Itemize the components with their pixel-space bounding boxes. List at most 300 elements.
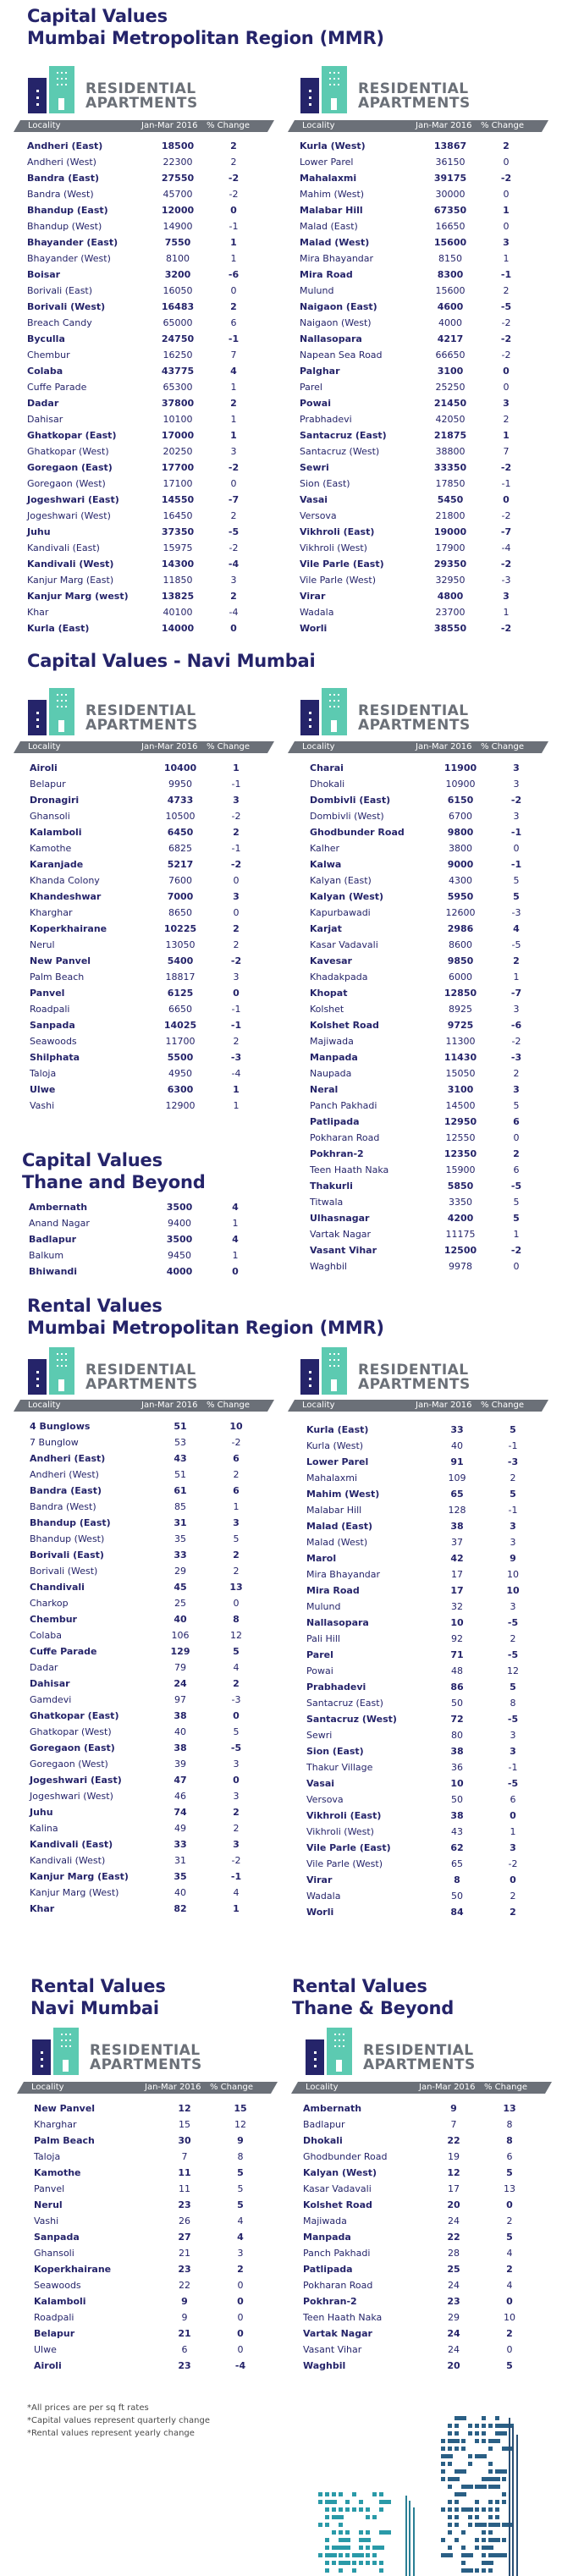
table-row	[34, 2116, 288, 2133]
locality-cell: Worli	[306, 1907, 334, 1918]
change-cell: -7	[228, 494, 240, 505]
table-row	[303, 2309, 557, 2326]
locality-cell: Vartak Nagar	[310, 1229, 372, 1240]
value-cell: 84	[450, 1907, 464, 1918]
locality-cell: Borivali (West)	[30, 1566, 98, 1577]
window-block	[345, 2546, 350, 2550]
locality-cell: Sion (East)	[306, 1746, 364, 1757]
change-cell: 2	[230, 301, 237, 312]
table-row	[310, 969, 562, 985]
locality-cell: Kandivali (West)	[27, 559, 114, 570]
window-block	[441, 2507, 445, 2512]
window-block	[468, 2454, 472, 2458]
window-block	[475, 2515, 479, 2519]
change-cell: 5	[510, 1424, 516, 1435]
window-block	[318, 2500, 322, 2504]
locality-cell: Vartak Nagar	[303, 2328, 372, 2339]
change-cell: 6	[513, 1116, 520, 1127]
change-cell: 5	[506, 2360, 513, 2371]
locality-cell: Santacruz (East)	[306, 1698, 383, 1709]
change-cell: 1	[503, 205, 510, 216]
table-row	[34, 2342, 288, 2358]
value-cell: 3800	[449, 843, 472, 854]
window-block	[502, 2523, 514, 2527]
change-cell: 1	[230, 414, 237, 425]
value-cell: 72	[450, 1714, 464, 1725]
table-row	[34, 2100, 288, 2116]
table-row	[30, 1611, 284, 1627]
value-cell: 38	[174, 1742, 187, 1753]
value-cell: 97	[174, 1694, 186, 1705]
value-cell: 80	[451, 1730, 463, 1741]
window-block	[325, 2523, 329, 2527]
table-row	[306, 1679, 560, 1695]
locality-cell: Jogeshwari (West)	[30, 1791, 113, 1802]
window-block	[482, 2553, 486, 2557]
change-cell: -1	[231, 843, 241, 854]
table-row	[300, 218, 554, 234]
title-line-1: Capital Values	[22, 1150, 163, 1170]
table-row	[310, 808, 562, 824]
change-cell: 2	[506, 2328, 513, 2339]
change-cell: -1	[230, 1020, 242, 1031]
window-block	[379, 2492, 383, 2496]
table-row	[34, 2293, 288, 2309]
value-cell: 11430	[444, 1052, 477, 1063]
change-cell: 1	[230, 237, 237, 248]
locality-cell: Malad (East)	[300, 221, 358, 232]
locality-cell: Kamothe	[34, 2167, 81, 2178]
title-line-2: Thane & Beyond	[292, 1998, 455, 2018]
change-cell: 0	[237, 2328, 244, 2339]
value-cell: 38	[450, 1521, 464, 1532]
locality-cell: Waghbil	[310, 1261, 347, 1272]
locality-cell: Andheri (West)	[30, 1469, 99, 1480]
locality-cell: Pokharan Road	[310, 1132, 380, 1143]
locality-cell: Versova	[300, 510, 337, 521]
value-cell: 9978	[449, 1261, 472, 1272]
change-cell: 2	[230, 140, 237, 151]
table-row	[310, 1226, 562, 1242]
locality-cell: Sewri	[300, 462, 329, 473]
table-row	[306, 1695, 560, 1711]
value-cell: 12950	[444, 1116, 477, 1127]
value-cell: 21	[179, 2248, 190, 2259]
table-row	[34, 2358, 288, 2374]
table-row	[30, 937, 284, 953]
window-block	[495, 2477, 499, 2481]
locality-cell: Nallasopara	[306, 1617, 369, 1628]
table-row	[306, 1872, 560, 1888]
locality-cell: Bhayander (East)	[27, 237, 118, 248]
change-cell: 5	[510, 1682, 516, 1693]
logo-text: RESIDENTIAL APARTMENTS	[358, 702, 471, 734]
table-row	[27, 218, 281, 234]
locality-cell: Sion (East)	[300, 478, 350, 489]
window-block	[495, 2485, 499, 2489]
window-block	[468, 2462, 472, 2466]
locality-cell: Byculla	[27, 333, 65, 344]
value-cell: 15900	[445, 1164, 476, 1175]
window-block	[352, 2553, 364, 2557]
change-cell: 5	[237, 2183, 244, 2194]
section-title-capital-mmr	[27, 5, 384, 49]
table-row	[30, 792, 284, 808]
value-cell: 20250	[163, 446, 193, 457]
window-block	[495, 2507, 499, 2512]
table-row	[30, 1434, 284, 1450]
table-row	[27, 331, 281, 347]
change-cell: 5	[513, 1197, 520, 1208]
value-cell: 38	[450, 1746, 464, 1757]
locality-cell: Teen Haath Naka	[310, 1164, 389, 1175]
value-cell: 12850	[444, 988, 477, 999]
value-cell: 19000	[433, 526, 467, 537]
table-row	[30, 1852, 284, 1869]
change-cell: -1	[231, 1004, 241, 1015]
section-title-capital-thane	[22, 1149, 206, 1193]
value-cell: 17900	[435, 542, 466, 553]
table-row	[310, 1130, 562, 1146]
value-cell: 17850	[435, 478, 466, 489]
value-cell: 91	[450, 1456, 464, 1467]
table-row	[303, 2277, 557, 2293]
window-block	[448, 2530, 452, 2535]
locality-cell: Kavesar	[310, 955, 352, 966]
table-row	[310, 985, 562, 1001]
change-cell: 6	[513, 1164, 520, 1175]
locality-cell: Koperkhairane	[30, 923, 107, 934]
value-cell: 12	[178, 2103, 191, 2114]
value-cell: 40	[174, 1887, 186, 1898]
window-block	[455, 2424, 459, 2428]
table-row	[30, 840, 284, 856]
window-block	[461, 2561, 466, 2565]
value-cell: 7550	[164, 237, 191, 248]
window-block	[441, 2447, 445, 2451]
value-cell: 30000	[435, 189, 466, 200]
change-cell: 6	[506, 2151, 513, 2162]
table-row	[29, 1231, 283, 1247]
value-cell: 4200	[447, 1213, 474, 1224]
value-cell: 10400	[163, 762, 197, 773]
change-cell: 3	[510, 1730, 516, 1741]
dark-building-icon	[300, 78, 319, 113]
window-block	[318, 2492, 322, 2496]
locality-cell: Jogeshwari (West)	[27, 510, 111, 521]
value-cell: 4000	[438, 317, 462, 328]
table-row	[300, 379, 554, 395]
change-cell: 0	[510, 1810, 516, 1821]
value-cell: 67350	[433, 205, 467, 216]
value-cell: 10225	[163, 923, 197, 934]
value-cell: 65000	[163, 317, 193, 328]
value-cell: 9400	[168, 1218, 191, 1229]
table-row	[306, 1422, 560, 1438]
locality-cell: Naupada	[310, 1068, 352, 1079]
window-block	[461, 2546, 466, 2550]
value-cell: 39	[174, 1759, 186, 1770]
window-block	[379, 2500, 391, 2504]
locality-cell: Taloja	[30, 1068, 57, 1079]
header-locality: Locality	[28, 742, 61, 751]
change-cell: 0	[503, 221, 510, 232]
locality-cell: Taloja	[34, 2151, 61, 2162]
window-block	[455, 2538, 459, 2542]
change-cell: 10	[506, 1585, 520, 1596]
locality-cell: Mira Bhayandar	[300, 253, 374, 264]
locality-cell: Ghansoli	[30, 811, 70, 822]
table-header	[17, 2082, 278, 2094]
locality-cell: Kandivali (East)	[27, 542, 100, 553]
table-row	[34, 2133, 288, 2149]
table-row	[30, 1708, 284, 1724]
locality-cell: Ghodbunder Road	[303, 2151, 388, 2162]
header-period: Jan-Mar 2016	[141, 1401, 198, 1410]
table-row	[300, 234, 554, 250]
value-cell: 16650	[435, 221, 466, 232]
window-block	[448, 2424, 452, 2428]
locality-cell: Vikhroli (East)	[300, 526, 375, 537]
value-cell: 11850	[163, 575, 193, 586]
change-cell: 4	[237, 2215, 244, 2226]
value-cell: 14500	[445, 1100, 476, 1111]
value-cell: 29350	[433, 559, 467, 570]
change-cell: -4	[229, 607, 239, 618]
table-row	[30, 1692, 284, 1708]
change-cell: 1	[510, 1826, 516, 1837]
title-line-1: Rental Values	[292, 1976, 427, 1996]
change-cell: 0	[513, 1132, 520, 1143]
value-cell: 6650	[168, 1004, 192, 1015]
locality-cell: Kolshet Road	[310, 1020, 379, 1031]
locality-cell: Virar	[300, 591, 326, 602]
locality-cell: Kalyan (West)	[310, 891, 384, 902]
window-block	[461, 2530, 466, 2535]
change-cell: 7	[503, 446, 510, 457]
window-block	[441, 2462, 445, 2466]
change-cell: 2	[510, 1907, 516, 1918]
locality-cell: Kharghar	[30, 907, 73, 918]
table-row	[310, 824, 562, 840]
table-row	[30, 824, 284, 840]
window-block	[332, 2492, 336, 2496]
locality-cell: Dahisar	[30, 1678, 70, 1689]
value-cell: 5850	[447, 1181, 474, 1192]
table-row	[30, 1483, 284, 1499]
locality-cell: Seawoods	[34, 2280, 81, 2291]
table-row	[303, 2358, 557, 2374]
window-block	[468, 2515, 472, 2519]
window-block	[332, 2561, 336, 2565]
table-row	[306, 1904, 560, 1920]
value-cell: 20	[447, 2360, 460, 2371]
window-block	[332, 2507, 336, 2512]
table-row	[27, 588, 281, 604]
change-cell: 4	[513, 923, 520, 934]
value-cell: 9800	[447, 827, 474, 838]
change-cell: -2	[501, 510, 511, 521]
locality-cell: Majiwada	[303, 2215, 347, 2226]
locality-cell: Chembur	[30, 1614, 77, 1625]
change-cell: -1	[228, 333, 240, 344]
value-cell: 43	[174, 1453, 187, 1464]
locality-cell: Lower Parel	[306, 1456, 369, 1467]
change-cell: 1	[230, 253, 237, 264]
locality-cell: Borivali (East)	[30, 1549, 104, 1560]
table-row	[34, 2197, 288, 2213]
window-block	[359, 2546, 363, 2550]
locality-cell: Panvel	[30, 988, 65, 999]
value-cell: 129	[170, 1646, 190, 1657]
value-cell: 5500	[167, 1052, 194, 1063]
table-row	[30, 1563, 284, 1579]
change-cell: 2	[230, 510, 237, 521]
table-row	[310, 1001, 562, 1017]
change-cell: 1	[233, 1903, 240, 1914]
change-cell: 2	[513, 1148, 520, 1159]
value-cell: 7600	[168, 875, 192, 886]
window-block	[332, 2500, 336, 2504]
header-locality: Locality	[302, 742, 335, 751]
value-cell: 23	[447, 2296, 460, 2307]
table-row	[30, 969, 284, 985]
locality-cell: Kalher	[310, 843, 340, 854]
locality-cell: Ambernath	[303, 2103, 362, 2114]
window-block	[475, 2546, 479, 2550]
change-cell: 2	[230, 157, 237, 168]
change-cell: 2	[233, 939, 240, 950]
window-block	[318, 2553, 322, 2557]
window-block	[482, 2416, 486, 2420]
table-header	[288, 741, 548, 753]
table-row	[30, 1820, 284, 1836]
value-cell: 48	[451, 1665, 463, 1676]
window-block	[502, 2447, 514, 2451]
value-cell: 15600	[433, 237, 467, 248]
section-title-capital-navi-mumbai	[27, 650, 316, 672]
change-cell: 5	[513, 875, 520, 886]
table-row	[27, 170, 281, 186]
value-cell: 16450	[163, 510, 193, 521]
change-cell: 4	[506, 2248, 513, 2259]
table-row	[306, 1792, 560, 1808]
change-cell: 12	[230, 1630, 242, 1641]
change-cell: -2	[500, 559, 512, 570]
locality-cell: Ghatkopar (East)	[30, 1710, 119, 1721]
logo-text: RESIDENTIAL APARTMENTS	[358, 1362, 471, 1393]
footnote: *All prices are per sq ft rates	[27, 2403, 149, 2413]
table-row	[306, 1824, 560, 1840]
table-row	[300, 331, 554, 347]
value-cell: 4217	[437, 333, 464, 344]
table-row	[30, 953, 284, 969]
table-row	[310, 1033, 562, 1049]
value-cell: 45	[174, 1582, 187, 1593]
table-row	[30, 889, 284, 905]
table-row	[30, 1033, 284, 1049]
locality-cell: Mahalaxmi	[306, 1472, 358, 1483]
change-cell: 3	[513, 1084, 520, 1095]
change-cell: 0	[503, 157, 510, 168]
window-block	[372, 2553, 377, 2557]
locality-cell: Bhandup (East)	[30, 1517, 111, 1528]
change-cell: -3	[510, 1052, 522, 1063]
window-block	[332, 2530, 336, 2535]
table-row	[300, 283, 554, 299]
value-cell: 31	[174, 1855, 186, 1866]
value-cell: 6700	[449, 811, 472, 822]
table-row	[30, 1450, 284, 1467]
change-cell: 2	[506, 2215, 513, 2226]
locality-cell: Worli	[300, 623, 328, 634]
table-row	[30, 985, 284, 1001]
locality-cell: Bhayander (West)	[27, 253, 111, 264]
value-cell: 5950	[447, 891, 474, 902]
dark-building-icon	[32, 2039, 51, 2075]
window-block	[488, 2507, 493, 2512]
value-cell: 21800	[435, 510, 466, 521]
locality-cell: Vashi	[34, 2215, 59, 2226]
change-cell: 3	[503, 398, 510, 409]
title-line-2: Mumbai Metropolitan Region (MMR)	[27, 28, 384, 48]
table-row	[27, 138, 281, 154]
window-block	[325, 2492, 329, 2496]
change-cell: -3	[507, 1456, 519, 1467]
table-row	[303, 2213, 557, 2229]
dark-building-icon	[28, 700, 47, 735]
locality-cell: Anand Nagar	[29, 1218, 90, 1229]
title-line-2: Navi Mumbai	[30, 1998, 159, 2018]
locality-cell: Patlipada	[310, 1116, 360, 1127]
window-block	[448, 2546, 452, 2550]
change-cell: 0	[230, 478, 237, 489]
value-cell: 10900	[445, 779, 476, 790]
locality-cell: Gamdevi	[30, 1694, 72, 1705]
change-cell: 3	[503, 591, 510, 602]
window-block	[339, 2523, 343, 2527]
change-cell: 0	[233, 875, 240, 886]
value-cell: 15600	[435, 285, 466, 296]
locality-cell: Bandra (West)	[30, 1501, 96, 1512]
residential-apartments-logo	[300, 688, 546, 735]
locality-cell: Dombivli (West)	[310, 811, 384, 822]
table-row	[30, 1740, 284, 1756]
value-cell: 45700	[163, 189, 193, 200]
table-row	[27, 524, 281, 540]
window-block	[455, 2515, 459, 2519]
window-block	[448, 2515, 452, 2519]
locality-cell: Kamothe	[30, 843, 72, 854]
table-header	[291, 2082, 552, 2094]
table-row	[303, 2133, 557, 2149]
table-row	[30, 921, 284, 937]
window-block	[448, 2523, 452, 2527]
value-cell: 31	[174, 1517, 187, 1528]
table-row	[306, 1743, 560, 1759]
table-row	[27, 411, 281, 427]
change-cell: -2	[230, 859, 242, 870]
window-block	[475, 2431, 479, 2436]
value-cell: 14900	[163, 221, 193, 232]
table-row	[300, 347, 554, 363]
table-row	[306, 1502, 560, 1518]
change-cell: 3	[513, 811, 520, 822]
locality-cell: Dahisar	[27, 414, 63, 425]
value-cell: 26	[179, 2215, 190, 2226]
change-cell: 3	[233, 1791, 240, 1802]
header-change: % Change	[481, 742, 524, 751]
